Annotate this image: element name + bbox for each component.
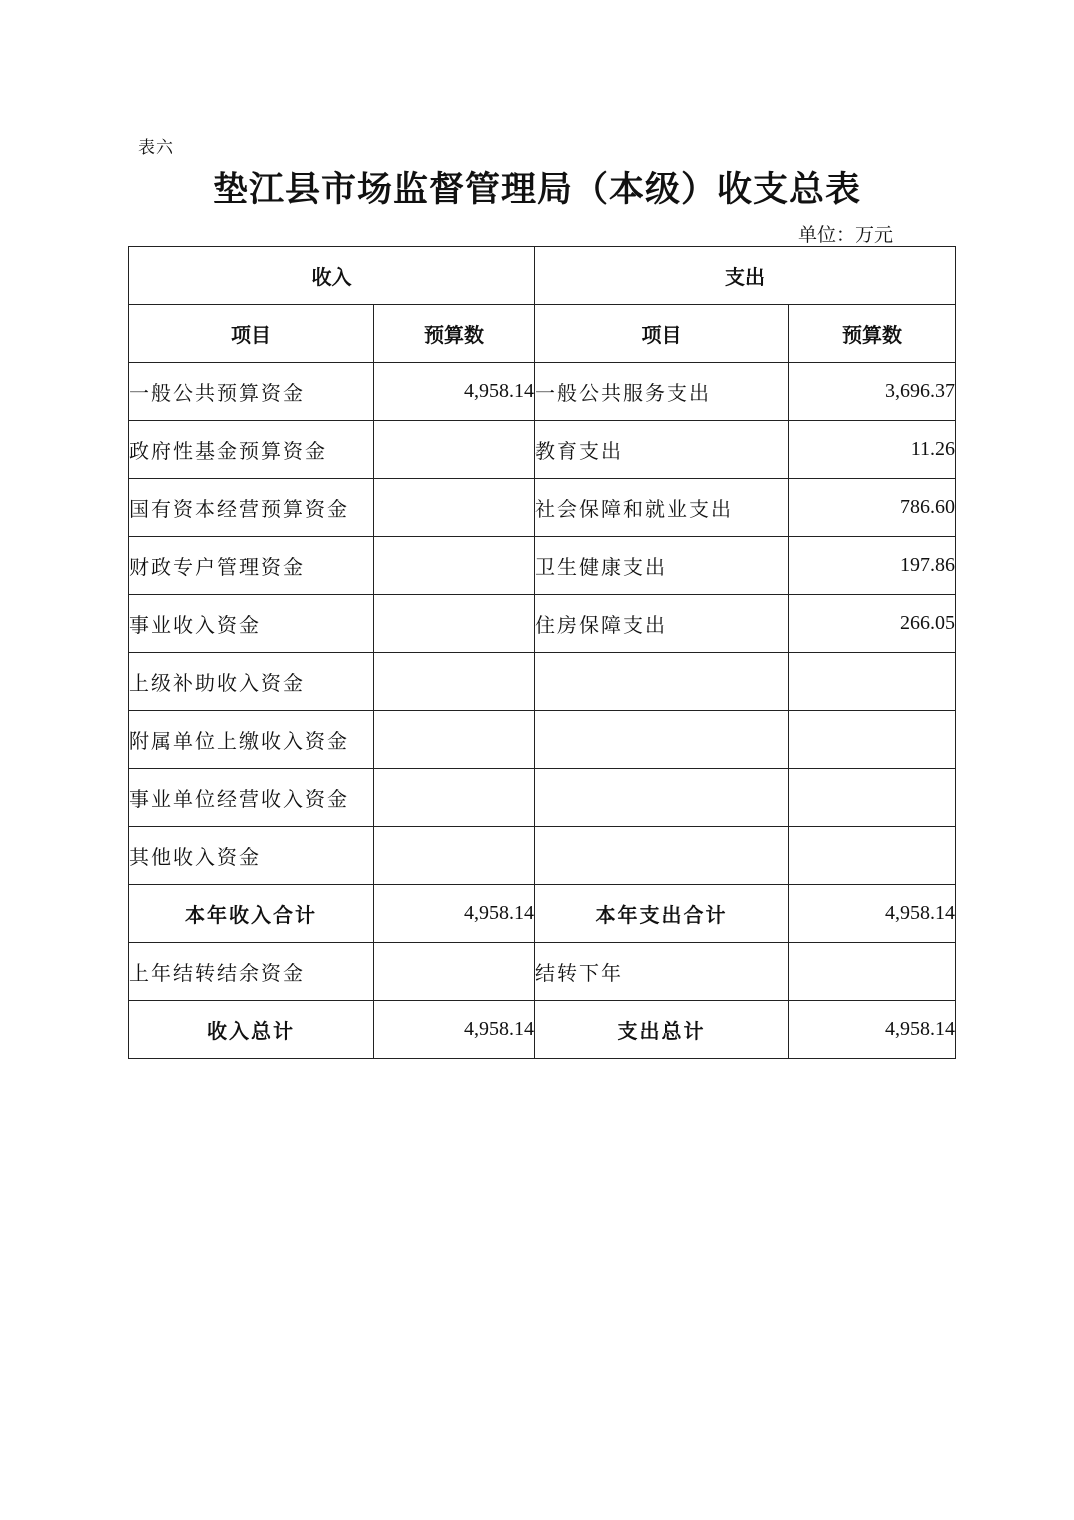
expense-item-cell (535, 827, 789, 885)
column-header-row (129, 305, 956, 363)
expense-value-cell: 11.26 (789, 421, 956, 479)
budget-table (128, 246, 956, 1059)
expense-value-cell (789, 769, 956, 827)
expense-item-cell: 一般公共服务支出 (535, 363, 789, 421)
expense-item-cell: 结转下年 (535, 943, 789, 1001)
table-total-row (129, 885, 956, 943)
income-item-cell: 其他收入资金 (129, 827, 374, 885)
income-item-cell: 财政专户管理资金 (129, 537, 374, 595)
table-row (129, 537, 956, 595)
expense-item-cell: 社会保障和就业支出 (535, 479, 789, 537)
income-item-cell: 上年结转结余资金 (129, 943, 374, 1001)
expense-value-cell: 4,958.14 (789, 1001, 956, 1059)
income-value-cell (374, 943, 535, 1001)
income-item-header: 项目 (129, 305, 374, 363)
income-value-cell (374, 827, 535, 885)
income-item-cell: 一般公共预算资金 (129, 363, 374, 421)
expense-item-cell: 教育支出 (535, 421, 789, 479)
unit-note: 单位：万元 (798, 224, 894, 246)
expense-item-cell: 支出总计 (535, 1001, 789, 1059)
income-value-cell (374, 653, 535, 711)
page-title: 垫江县市场监督管理局（本级）收支总表 (212, 170, 861, 210)
income-item-cell: 事业单位经营收入资金 (129, 769, 374, 827)
section-header-row (129, 247, 956, 305)
expense-value-cell: 786.60 (789, 479, 956, 537)
expense-value-cell (789, 653, 956, 711)
expense-budget-header: 预算数 (789, 305, 956, 363)
income-item-cell: 本年收入合计 (129, 885, 374, 943)
income-budget-header: 预算数 (374, 305, 535, 363)
table-row (129, 943, 956, 1001)
expense-item-cell (535, 769, 789, 827)
income-value-cell: 4,958.14 (374, 363, 535, 421)
income-value-cell (374, 479, 535, 537)
income-value-cell (374, 595, 535, 653)
expense-item-cell (535, 653, 789, 711)
expense-item-cell: 卫生健康支出 (535, 537, 789, 595)
income-item-cell: 政府性基金预算资金 (129, 421, 374, 479)
income-value-cell: 4,958.14 (374, 885, 535, 943)
income-value-cell (374, 537, 535, 595)
table-row (129, 769, 956, 827)
expense-value-cell (789, 711, 956, 769)
expense-item-cell: 本年支出合计 (535, 885, 789, 943)
expense-item-cell: 住房保障支出 (535, 595, 789, 653)
expense-section-header: 支出 (535, 247, 956, 305)
income-value-cell (374, 769, 535, 827)
expense-value-cell (789, 827, 956, 885)
income-value-cell: 4,958.14 (374, 1001, 535, 1059)
income-value-cell (374, 421, 535, 479)
table-row (129, 827, 956, 885)
table-row (129, 711, 956, 769)
expense-item-header: 项目 (535, 305, 789, 363)
income-item-cell: 附属单位上缴收入资金 (129, 711, 374, 769)
income-item-cell: 收入总计 (129, 1001, 374, 1059)
table-total-row (129, 1001, 956, 1059)
income-value-cell (374, 711, 535, 769)
expense-value-cell (789, 943, 956, 1001)
income-item-cell: 上级补助收入资金 (129, 653, 374, 711)
expense-value-cell: 4,958.14 (789, 885, 956, 943)
expense-value-cell: 3,696.37 (789, 363, 956, 421)
income-item-cell: 事业收入资金 (129, 595, 374, 653)
income-item-cell: 国有资本经营预算资金 (129, 479, 374, 537)
table-row (129, 595, 956, 653)
income-section-header: 收入 (129, 247, 535, 305)
table-row (129, 479, 956, 537)
expense-value-cell: 197.86 (789, 537, 956, 595)
table-label: 表六 (138, 138, 174, 158)
expense-value-cell: 266.05 (789, 595, 956, 653)
table-row (129, 363, 956, 421)
expense-item-cell (535, 711, 789, 769)
table-row (129, 421, 956, 479)
table-row (129, 653, 956, 711)
